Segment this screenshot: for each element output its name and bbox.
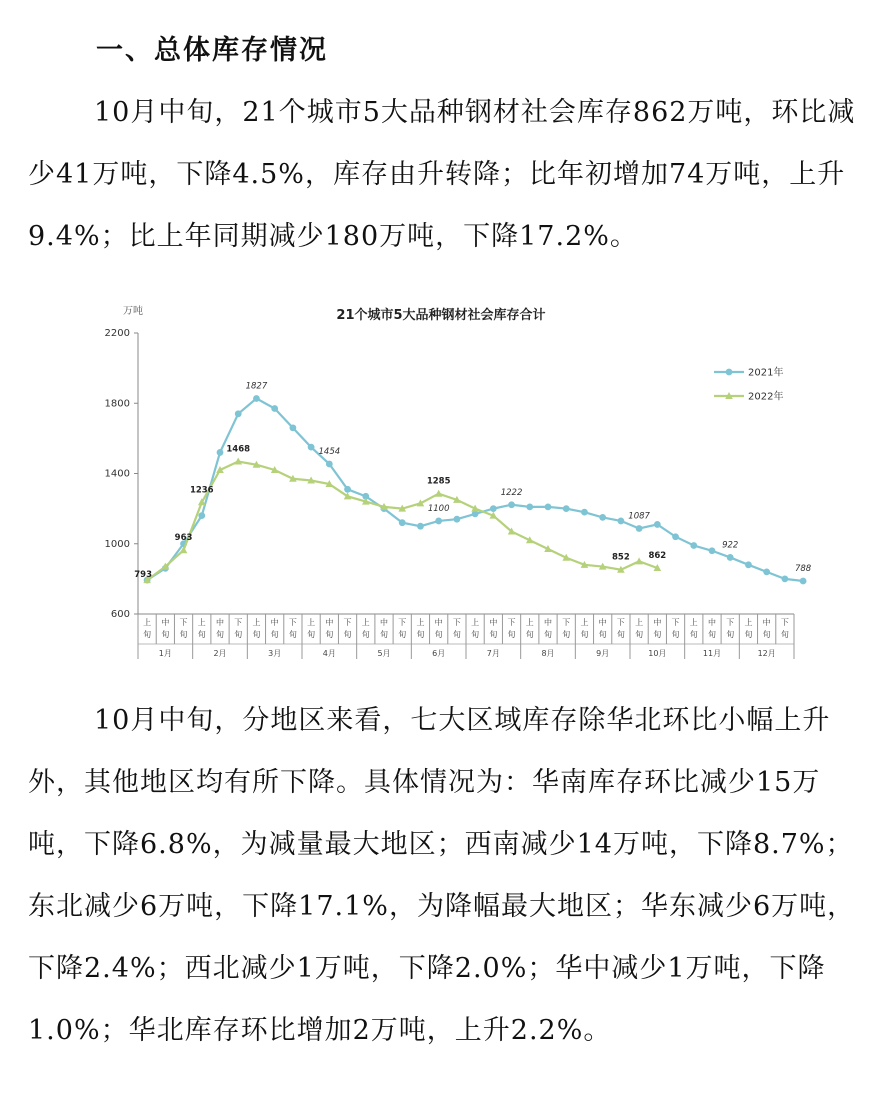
x-subtick-label: 下 xyxy=(507,618,516,627)
x-subtick-label: 上 xyxy=(143,618,152,627)
x-subtick-label: 旬 xyxy=(471,630,480,639)
data-point xyxy=(344,486,351,493)
x-subtick-label: 中 xyxy=(434,618,443,627)
x-subtick-label: 旬 xyxy=(708,630,716,639)
data-point xyxy=(745,561,752,568)
x-subtick-label: 中 xyxy=(325,618,334,627)
x-subtick-label: 旬 xyxy=(489,630,498,639)
x-subtick-label: 下 xyxy=(671,618,680,627)
x-month-label: 3月 xyxy=(268,649,282,658)
x-subtick-label: 上 xyxy=(252,618,261,627)
plot-area xyxy=(134,382,812,585)
data-point xyxy=(654,521,661,528)
x-subtick-label: 中 xyxy=(489,618,498,627)
y-tick-label: 1400 xyxy=(104,468,130,480)
x-subtick-label: 旬 xyxy=(380,630,388,639)
data-point xyxy=(198,512,205,519)
x-subtick-label: 旬 xyxy=(525,630,534,639)
data-point xyxy=(781,575,788,582)
x-month-label: 9月 xyxy=(596,649,610,658)
data-point xyxy=(636,525,643,532)
y-tick-label: 2200 xyxy=(104,328,130,339)
data-point xyxy=(800,578,807,585)
x-month-label: 10月 xyxy=(648,649,667,658)
x-subtick-label: 旬 xyxy=(671,630,680,639)
data-label: 1087 xyxy=(628,511,650,522)
data-point xyxy=(253,395,260,402)
x-subtick-label: 上 xyxy=(416,618,425,627)
y-tick-label: 1800 xyxy=(104,398,130,410)
x-subtick-label: 旬 xyxy=(762,630,771,639)
x-month-label: 5月 xyxy=(377,649,391,658)
data-point xyxy=(727,554,734,561)
series-line xyxy=(147,399,803,581)
data-label: 862 xyxy=(648,550,667,561)
data-point xyxy=(235,410,242,417)
x-subtick-label: 旬 xyxy=(343,630,352,639)
x-subtick-label: 旬 xyxy=(544,630,552,639)
data-point xyxy=(289,424,296,431)
paragraph-summary: 10月中旬，21个城市5大品种钢材社会库存862万吨，环比减少41万吨，下降4.5%，库存由升转降；比年初增加74万吨，上升9.4%；比上年同期减少180万吨，下降17.2%。 xyxy=(28,97,856,252)
x-subtick-label: 旬 xyxy=(598,630,607,639)
x-subtick-label: 旬 xyxy=(580,630,589,639)
x-subtick-label: 中 xyxy=(216,618,224,627)
y-tick-label: 600 xyxy=(110,609,130,620)
data-point xyxy=(563,505,570,512)
y-tick-label: 1000 xyxy=(104,538,130,550)
x-subtick-label: 下 xyxy=(234,618,243,627)
data-point xyxy=(672,533,679,540)
x-subtick-label: 下 xyxy=(562,618,571,627)
x-subtick-label: 中 xyxy=(270,618,279,627)
x-subtick-label: 旬 xyxy=(307,630,316,639)
data-label: 1468 xyxy=(226,444,251,455)
x-subtick-label: 中 xyxy=(708,618,716,627)
data-label: 922 xyxy=(722,540,739,551)
x-month-label: 2月 xyxy=(213,649,227,658)
data-point xyxy=(690,542,697,549)
legend-marker xyxy=(726,369,733,376)
data-label: 1285 xyxy=(426,476,451,487)
x-subtick-label: 上 xyxy=(689,618,698,627)
inventory-line-chart xyxy=(86,295,812,658)
x-subtick-label: 上 xyxy=(197,618,206,627)
x-subtick-label: 旬 xyxy=(616,630,625,639)
data-point xyxy=(526,503,533,510)
x-subtick-label: 中 xyxy=(380,618,388,627)
data-point xyxy=(453,516,460,523)
x-subtick-label: 中 xyxy=(653,618,662,627)
x-subtick-label: 下 xyxy=(780,618,789,627)
x-subtick-label: 上 xyxy=(361,618,370,627)
x-subtick-label: 下 xyxy=(343,618,352,627)
y-axis-unit-label: 万吨 xyxy=(123,306,143,317)
data-label: 1222 xyxy=(500,487,523,498)
x-subtick-label: 旬 xyxy=(143,630,152,639)
x-subtick-label: 旬 xyxy=(689,630,698,639)
data-point xyxy=(417,523,424,530)
x-subtick-label: 旬 xyxy=(361,630,370,639)
data-point xyxy=(326,461,333,468)
x-subtick-label: 旬 xyxy=(197,630,206,639)
x-subtick-label: 旬 xyxy=(325,630,334,639)
x-month-label: 11月 xyxy=(702,649,722,658)
data-point xyxy=(308,444,315,451)
data-point xyxy=(435,490,443,497)
x-subtick-label: 旬 xyxy=(270,630,279,639)
x-subtick-label: 上 xyxy=(635,618,644,627)
data-point xyxy=(490,505,497,512)
data-label: 1236 xyxy=(189,485,214,496)
section-heading: 一、总体库存情况 xyxy=(96,35,328,66)
x-axis xyxy=(138,614,794,659)
x-subtick-label: 旬 xyxy=(635,630,644,639)
data-point xyxy=(217,449,224,456)
x-subtick-label: 上 xyxy=(525,618,534,627)
x-subtick-label: 旬 xyxy=(216,630,224,639)
x-month-label: 4月 xyxy=(322,649,336,658)
x-subtick-label: 中 xyxy=(544,618,552,627)
data-label: 852 xyxy=(612,552,630,563)
x-subtick-label: 上 xyxy=(471,618,480,627)
data-label: 793 xyxy=(134,570,152,581)
x-subtick-label: 旬 xyxy=(398,630,407,639)
x-subtick-label: 旬 xyxy=(434,630,443,639)
legend-label: 2021年 xyxy=(748,367,784,379)
x-subtick-label: 中 xyxy=(762,618,771,627)
x-month-label: 1月 xyxy=(158,649,172,658)
x-subtick-label: 旬 xyxy=(161,630,170,639)
x-subtick-label: 下 xyxy=(452,618,461,627)
chart-title: 21个城市5大品种钢材社会库存合计 xyxy=(336,308,546,323)
x-subtick-label: 旬 xyxy=(452,630,461,639)
x-subtick-label: 旬 xyxy=(653,630,662,639)
data-point xyxy=(763,568,770,575)
paragraph-regional: 10月中旬，分地区来看，七大区域库存除华北环比小幅上升外，其他地区均有所下降。具体情况为：华南库存环比减少15万吨，下降6.8%，为减量最大地区；西南减少14万吨，下降8.7%；东北减少6万吨，下降17.1%，为降幅最大地区；华东减少6万吨，下降2.4%；西北减少1万吨，下降2.0%；华中减少1万吨，下降1.0%；华北库存环比增加2万吨，上升2.2%。 xyxy=(28,705,856,1046)
x-subtick-label: 中 xyxy=(598,618,607,627)
data-point xyxy=(599,514,606,521)
x-subtick-label: 旬 xyxy=(744,630,753,639)
x-month-label: 6月 xyxy=(432,649,446,658)
x-subtick-label: 下 xyxy=(616,618,625,627)
x-subtick-label: 旬 xyxy=(726,630,735,639)
x-subtick-label: 上 xyxy=(307,618,316,627)
x-subtick-label: 下 xyxy=(288,618,297,627)
data-point xyxy=(545,503,552,510)
x-subtick-label: 旬 xyxy=(234,630,243,639)
x-subtick-label: 旬 xyxy=(416,630,425,639)
data-label: 1827 xyxy=(245,381,268,392)
x-subtick-label: 旬 xyxy=(179,630,188,639)
x-subtick-label: 旬 xyxy=(288,630,297,639)
data-label: 1454 xyxy=(318,447,341,458)
x-subtick-label: 上 xyxy=(580,618,589,627)
x-subtick-label: 下 xyxy=(179,618,188,627)
data-label: 788 xyxy=(794,563,812,574)
data-point xyxy=(617,518,624,525)
data-label: 963 xyxy=(174,533,193,544)
data-point xyxy=(435,518,442,525)
x-subtick-label: 旬 xyxy=(562,630,571,639)
x-subtick-label: 下 xyxy=(398,618,407,627)
data-label: 1100 xyxy=(427,503,450,514)
x-subtick-label: 旬 xyxy=(507,630,516,639)
data-point xyxy=(581,509,588,516)
legend xyxy=(714,366,783,403)
x-subtick-label: 中 xyxy=(161,618,170,627)
x-month-label: 8月 xyxy=(541,649,555,658)
data-point xyxy=(709,547,716,554)
x-subtick-label: 上 xyxy=(744,618,753,627)
x-subtick-label: 下 xyxy=(726,618,735,627)
x-month-label: 12月 xyxy=(757,649,776,658)
y-axis xyxy=(105,328,138,620)
x-subtick-label: 旬 xyxy=(780,630,789,639)
data-point xyxy=(271,405,278,412)
x-subtick-label: 旬 xyxy=(252,630,261,639)
legend-label: 2022年 xyxy=(748,391,784,403)
data-point xyxy=(635,557,643,564)
data-point xyxy=(508,501,515,508)
data-point xyxy=(399,519,406,526)
x-month-label: 7月 xyxy=(486,649,500,658)
